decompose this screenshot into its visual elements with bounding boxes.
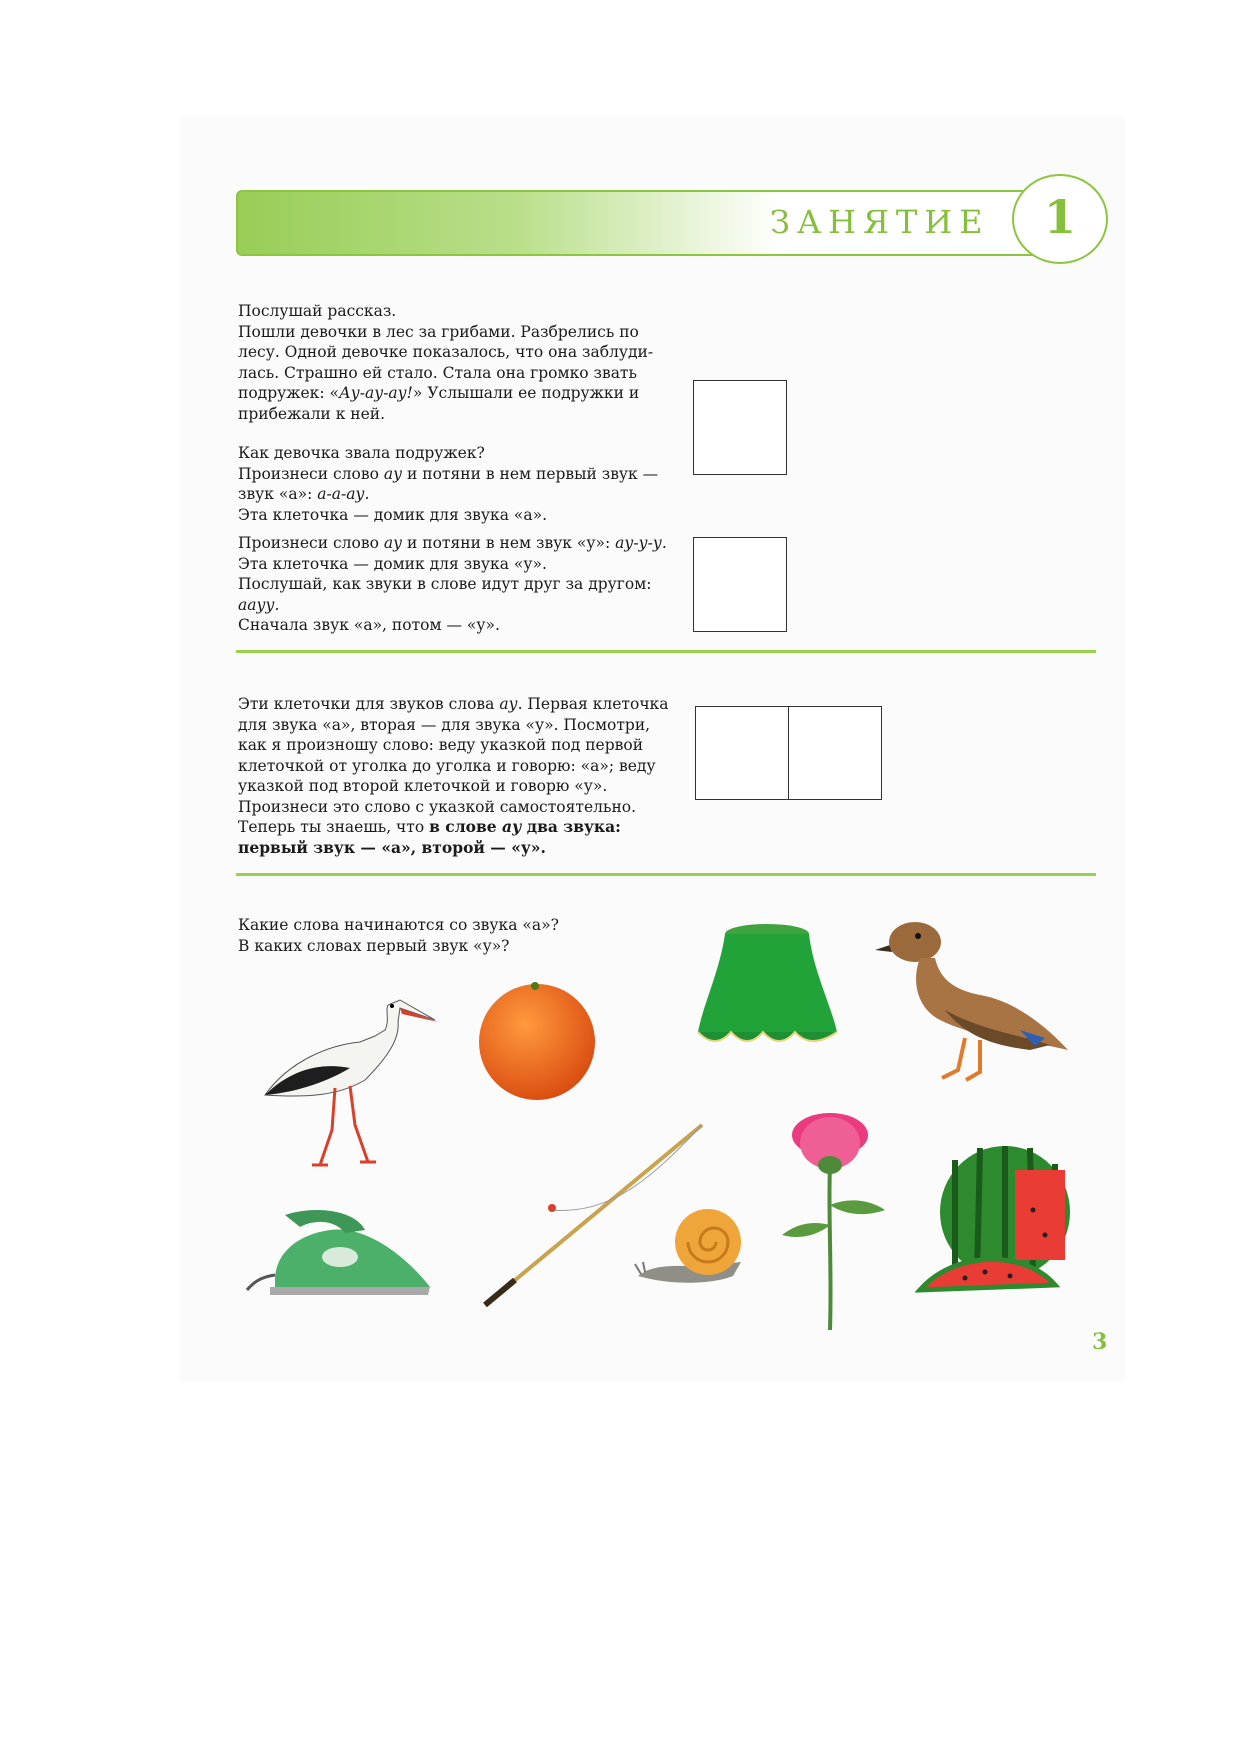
text-line: Эта клеточка — домик для звука «у». <box>238 554 547 573</box>
text-line: аауу. <box>238 595 280 614</box>
text-line: для звука «а», вторая — для звука «у». Посмотри, <box>238 715 651 734</box>
lampshade-icon <box>695 920 840 1055</box>
duck-icon <box>870 910 1070 1100</box>
lesson-number: 1 <box>1043 190 1076 244</box>
two-sounds-paragraph <box>238 694 669 858</box>
lesson-title: ЗАНЯТИЕ <box>770 203 990 241</box>
text-line: первый звук — «а», второй — «у». <box>238 837 546 857</box>
text-line: Произнеси слово ау и потяни в нем звук «у»: ау-у-у. <box>238 534 667 552</box>
text-line: Как девочка звала подружек? <box>238 444 485 462</box>
watermelon-icon <box>915 1140 1075 1325</box>
text-line: лесу. Одной девочке показалось, что она заблуди- <box>238 343 654 361</box>
text-line: как я произношу слово: веду указкой под первой <box>238 736 644 754</box>
text-line: Эта клеточка — домик для звука «а». <box>238 505 548 524</box>
stork-icon <box>250 970 440 1170</box>
text-line: Произнеси это слово с указкой самостоятельно. <box>238 797 637 816</box>
text-line: Послушай рассказ. <box>238 302 397 320</box>
text-line: Послушай, как звуки в слове идут друг за другом: <box>238 575 652 593</box>
text-line: Сначала звук «а», потом — «у». <box>238 616 500 634</box>
page-number: 3 <box>1092 1329 1108 1355</box>
word-box-first <box>695 706 789 800</box>
word-box-second <box>788 706 882 800</box>
text-line: лась. Страшно ей стало. Стала она громко звать <box>238 363 637 382</box>
text-line: указкой под второй клеточкой и говорю «у». <box>238 777 608 795</box>
call-phrase: Ау-ау-ау! <box>339 384 413 402</box>
text-line: Эти клеточки для звуков слова ау. Первая клеточка <box>238 695 669 713</box>
sound-u-paragraph <box>238 533 667 636</box>
section-divider <box>236 650 1096 653</box>
orange-icon <box>475 978 600 1103</box>
sound-a-paragraph <box>238 443 658 525</box>
snail-icon <box>633 1204 748 1294</box>
text-line: подружек: «Ау-ау-ау!» Услышали ее подружки и <box>238 384 640 402</box>
section-divider <box>236 873 1096 876</box>
text-line: Теперь ты знаешь, что в слове ау два звука: <box>238 817 621 836</box>
text-line: Пошли девочки в лес за грибами. Разбрелись по <box>238 322 639 341</box>
story-paragraph <box>238 301 653 424</box>
text-line: клеточкой от уголка до уголка и говорю: «а»; веду <box>238 756 656 775</box>
question-paragraph <box>238 915 559 956</box>
text-line: прибежали к ней. <box>238 404 386 423</box>
text-line: В каких словах первый звук «у»? <box>238 936 510 955</box>
aster-flower-icon <box>770 1105 895 1335</box>
sound-box-u <box>693 537 787 632</box>
text-line: Какие слова начинаются со звука «а»? <box>238 916 559 934</box>
text-line: звук «а»: а-а-ау. <box>238 485 370 503</box>
sound-box-a <box>693 380 787 475</box>
iron-icon <box>245 1195 435 1305</box>
text-line: Произнеси слово ау и потяни в нем первый звук — <box>238 464 659 483</box>
